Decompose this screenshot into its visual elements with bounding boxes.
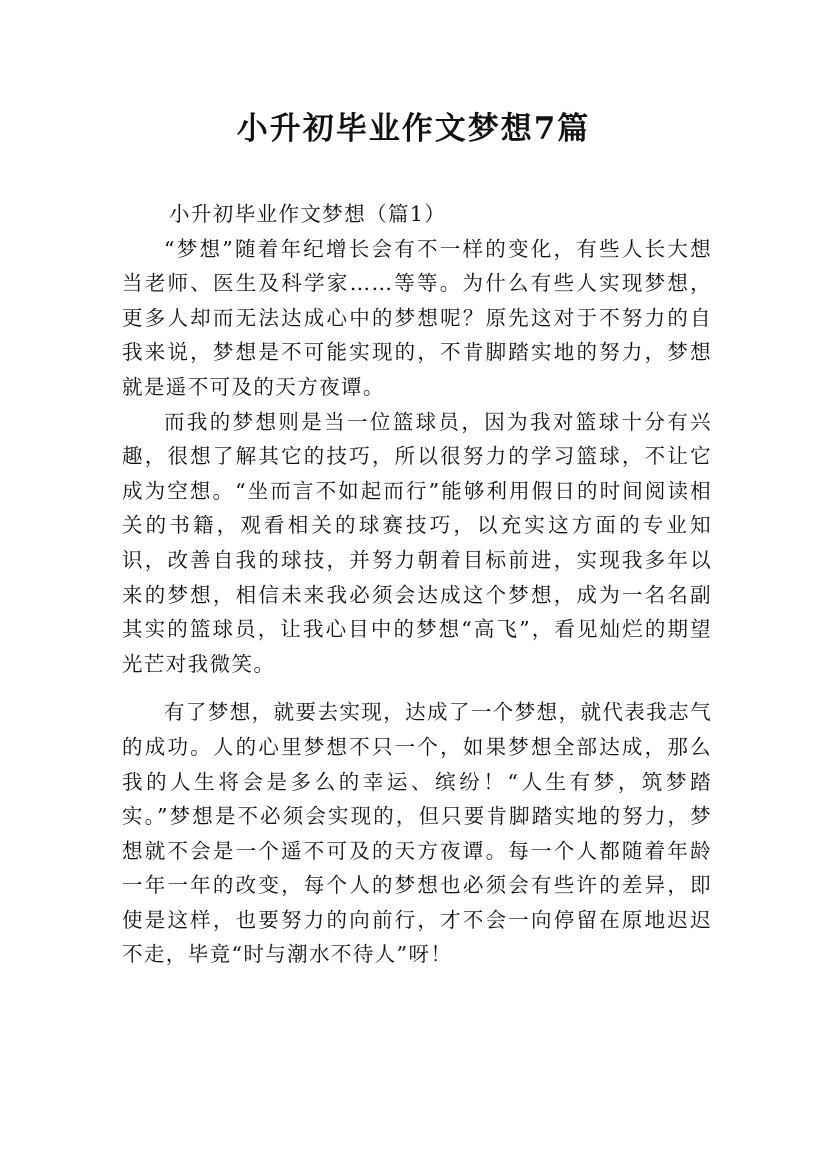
document-title: 小升初毕业作文梦想7篇 (236, 111, 591, 147)
section-heading: 小升初毕业作文梦想（篇1） (169, 202, 447, 226)
paragraph-2: 而我的梦想则是当一位篮球员，因为我对篮球十分有兴趣，很想了解其它的技巧，所以很努力的学习篮球，不让它成为空想。“坐而言不如起而行”能够利用假日的时间阅读相关的书籍，观看相关的球赛技巧，以充实这方面的专业知识，改善自我的球技，并努力朝着目标前进，实现我多年以来的梦想，相信未来我必须会达成这个梦想，成为一名名副其实的篮球员，让我心目中的梦想“高飞”，看见灿烂的期望光芒对我微笑。 (122, 409, 712, 676)
document-body (122, 197, 712, 972)
paragraph-1: “梦想”随着年纪增长会有不一样的变化，有些人长大想当老师、医生及科学家……等等。为什么有些人实现梦想，更多人却而无法达成心中的梦想呢？原先这对于不努力的自我来说，梦想是不可能实现的，不肯脚踏实地的努力，梦想就是遥不可及的天方夜谭。 (122, 236, 712, 399)
paragraph-3: 有了梦想，就要去实现，达成了一个梦想，就代表我志气的成功。人的心里梦想不只一个，如果梦想全部达成，那么我的人生将会是多么的幸运、缤纷！“人生有梦，筑梦踏实。”梦想是不必须会实现的，但只要肯脚踏实地的努力，梦想就不会是一个遥不可及的天方夜谭。每一个人都随着年龄一年一年的改变，每个人的梦想也必须会有些许的差异，即使是这样，也要努力的向前行，才不会一向停留在原地迟迟不走，毕竟“时与潮水不待人”呀！ (122, 700, 712, 967)
